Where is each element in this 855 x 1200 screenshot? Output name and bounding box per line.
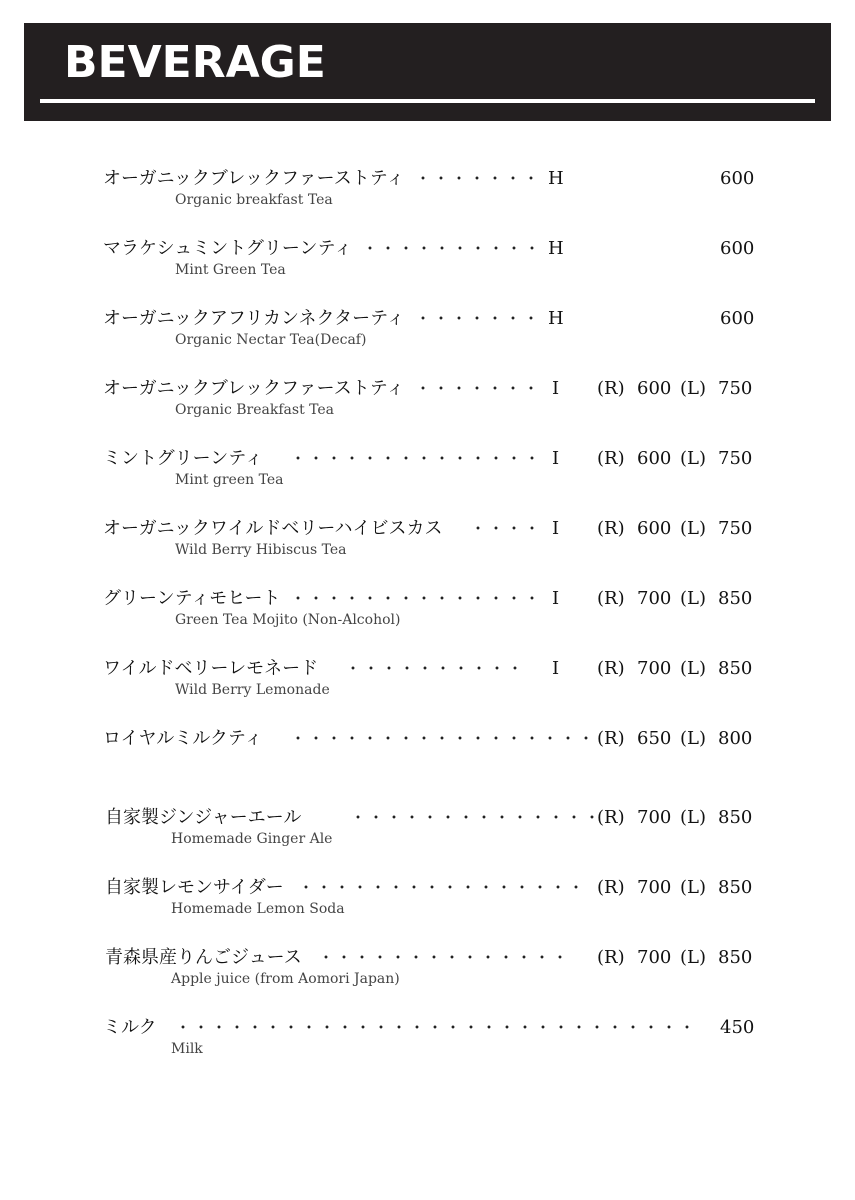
large-size-label: (L) [680,728,706,749]
regular-price: 700 [637,588,672,609]
regular-size-label: (R) [597,378,625,399]
temperature-mark: I [552,518,560,539]
item-name-en: Wild Berry Hibiscus Tea [175,542,347,558]
item-name-jp: オーガニックアフリカンネクターティ [103,308,405,329]
regular-price: 600 [637,518,672,539]
large-price: 800 [718,728,753,749]
regular-price: 650 [637,728,672,749]
large-size-label: (L) [680,877,706,898]
regular-size-label: (R) [597,877,625,898]
dot-leader: ・・・・・・・ [415,169,542,188]
temperature-mark: I [552,378,560,399]
item-name-jp: グリーンティモヒート [103,588,281,609]
large-price: 750 [718,378,753,399]
regular-price: 700 [637,658,672,679]
menu-item [0,377,855,437]
temperature-mark: I [552,448,560,469]
item-name-en: Mint green Tea [175,472,284,488]
temperature-mark: H [548,168,564,189]
menu-item [0,657,855,717]
item-name-jp: マラケシュミントグリーンティ [103,238,353,259]
dot-leader: ・・・・・・・・・・・・・・・・・ [290,729,597,748]
item-name-jp: 自家製ジンジャーエール [105,807,302,828]
large-size-label: (L) [680,448,706,469]
large-price: 750 [718,448,753,469]
item-name-en: Mint Green Tea [175,262,286,278]
temperature-mark: H [548,308,564,329]
dot-leader: ・・・・・・・・・・・・・・ [318,948,571,967]
menu-item [0,1016,855,1076]
regular-size-label: (R) [597,448,625,469]
regular-price: 700 [637,877,672,898]
dot-leader: ・・・・・・・・・・・・・・・・ [298,878,587,897]
dot-leader: ・・・・・・・・・・・・・・ [290,589,543,608]
menu-item [0,167,855,227]
menu-item [0,307,855,367]
large-size-label: (L) [680,378,706,399]
large-price: 750 [718,518,753,539]
item-name-en: Green Tea Mojito (Non-Alcohol) [175,612,401,628]
item-name-en: Organic Nectar Tea(Decaf) [175,332,367,348]
item-name-jp: 自家製レモンサイダー [105,877,284,898]
item-price: 450 [720,1017,755,1038]
item-name-en: Apple juice (from Aomori Japan) [171,971,400,987]
item-name-en: Organic Breakfast Tea [175,402,335,418]
item-name-en: Homemade Ginger Ale [171,831,333,847]
regular-price: 600 [637,448,672,469]
regular-size-label: (R) [597,658,625,679]
menu-item [0,946,855,1006]
temperature-mark: I [552,658,560,679]
menu-item [0,447,855,507]
large-size-label: (L) [680,588,706,609]
item-name-jp: ミントグリーンティ [103,448,263,469]
menu-item [0,876,855,936]
menu-item [0,517,855,577]
regular-size-label: (R) [597,588,625,609]
large-size-label: (L) [680,807,706,828]
dot-leader: ・・・・・・・ [415,309,542,328]
item-price: 600 [720,308,755,329]
regular-size-label: (R) [597,947,625,968]
item-name-jp: 青森県産りんごジュース [105,947,302,968]
regular-price: 700 [637,947,672,968]
item-name-jp: オーガニックブレックファーストティ [103,168,405,189]
large-size-label: (L) [680,947,706,968]
item-name-jp: ミルク [103,1017,157,1038]
dot-leader: ・・・・・・・・・・・・・・・・・・・・・・・・・・・・・ [175,1018,698,1037]
large-price: 850 [718,807,753,828]
item-name-jp: オーガニックワイルドベリーハイビスカス [103,518,443,539]
menu-item [0,727,855,787]
large-price: 850 [718,588,753,609]
item-name-en: Milk [171,1041,203,1057]
dot-leader: ・・・・・・・・・・・・・・ [350,808,603,827]
regular-size-label: (R) [597,728,625,749]
temperature-mark: H [548,238,564,259]
menu-item [0,806,855,866]
regular-price: 600 [637,378,672,399]
item-name-jp: ワイルドベリーレモネード [103,658,319,679]
item-name-jp: オーガニックブレックファーストティ [103,378,405,399]
item-name-en: Organic breakfast Tea [175,192,333,208]
dot-leader: ・・・・・・・・・・ [362,239,543,258]
item-name-en: Wild Berry Lemonade [175,682,330,698]
regular-size-label: (R) [597,518,625,539]
header-divider [40,99,815,103]
large-size-label: (L) [680,518,706,539]
item-name-jp: ロイヤルミルクティ [103,728,263,749]
temperature-mark: I [552,588,560,609]
menu-item [0,587,855,647]
item-price: 600 [720,238,755,259]
dot-leader: ・・・・ [470,519,543,538]
large-price: 850 [718,658,753,679]
large-price: 850 [718,947,753,968]
item-name-en: Homemade Lemon Soda [171,901,345,917]
page-title: BEVERAGE [64,37,326,88]
regular-price: 700 [637,807,672,828]
item-price: 600 [720,168,755,189]
large-price: 850 [718,877,753,898]
dot-leader: ・・・・・・・ [415,379,542,398]
dot-leader: ・・・・・・・・・・・・・・ [290,449,543,468]
regular-size-label: (R) [597,807,625,828]
dot-leader: ・・・・・・・・・・ [345,659,526,678]
menu-header [24,23,831,121]
menu-item [0,237,855,297]
large-size-label: (L) [680,658,706,679]
